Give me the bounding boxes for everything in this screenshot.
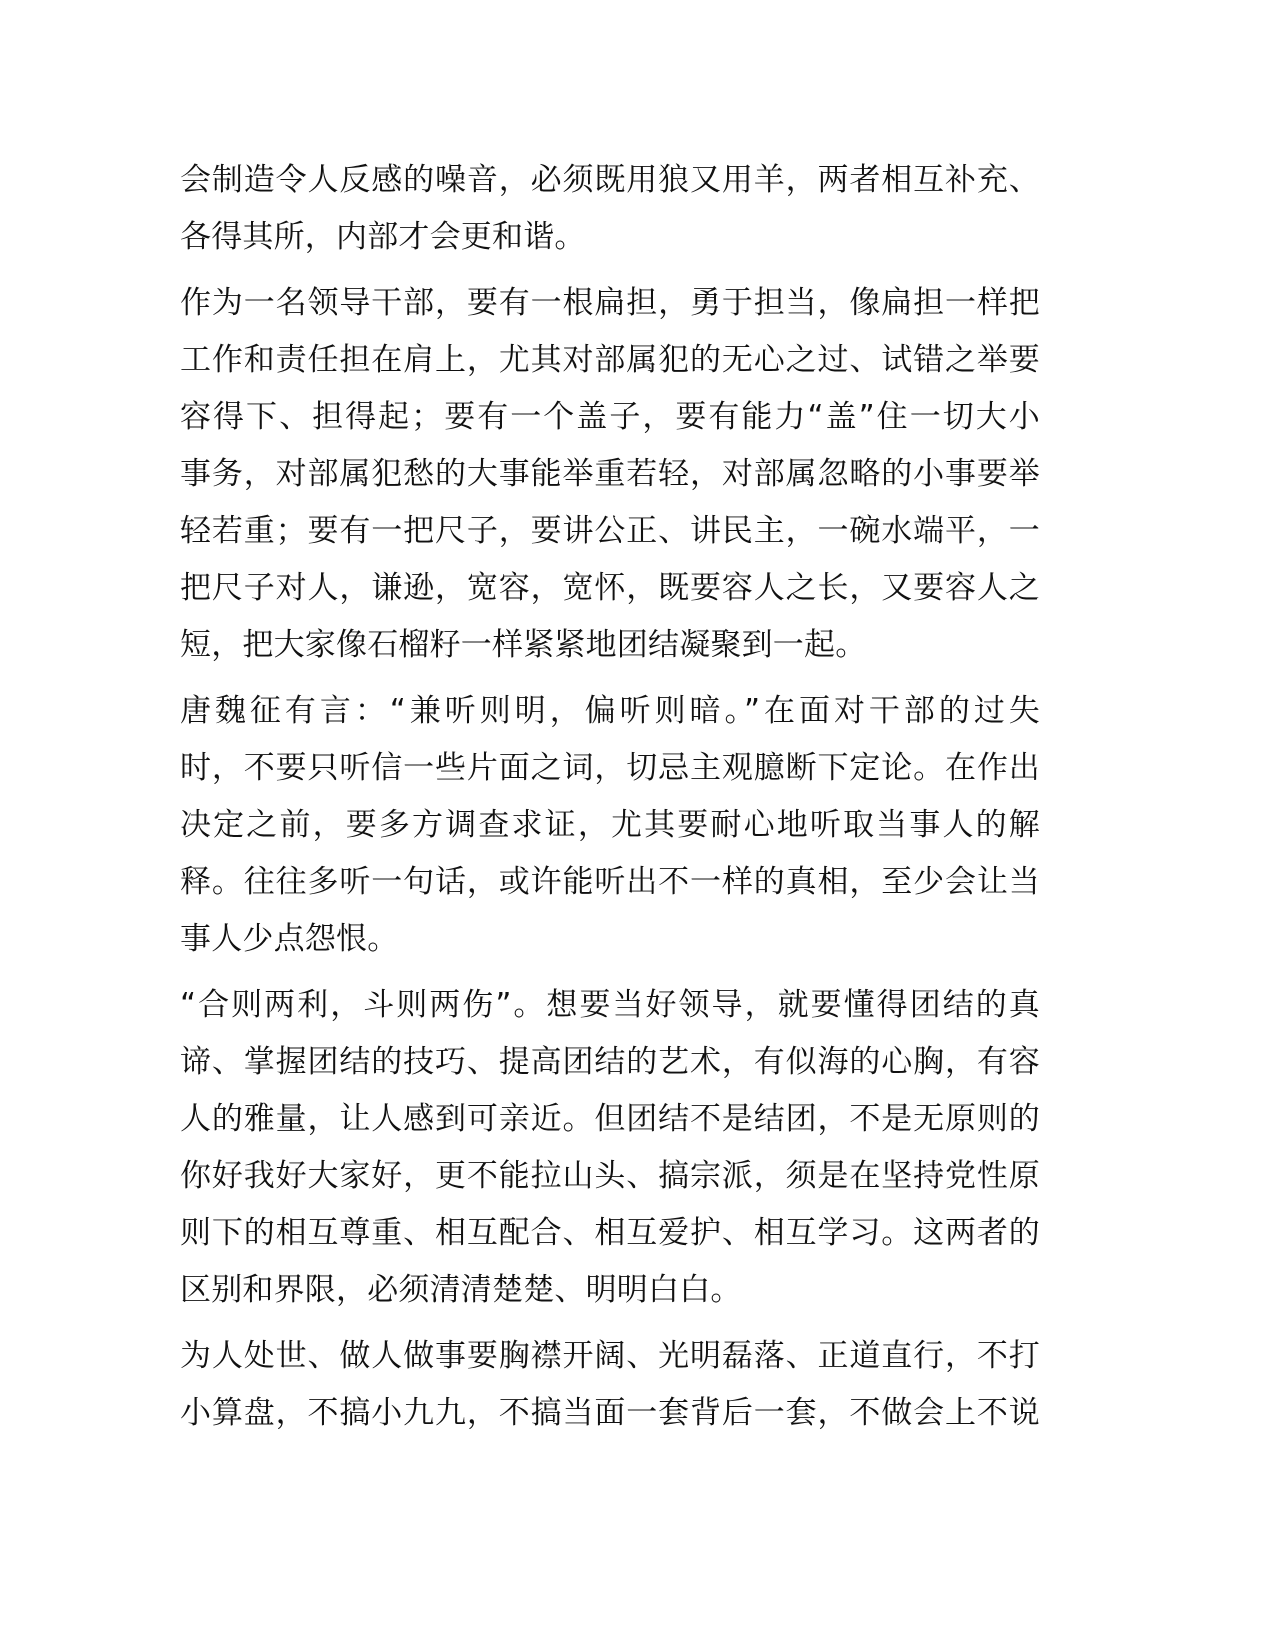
text-line: 各得其所，内部才会更和谐。	[180, 219, 586, 255]
text-line: “合则两利，斗则两伤”。想要当好领导，就要懂得团结的真	[180, 987, 1040, 1023]
body-text	[180, 152, 1040, 1451]
text-line: 区别和界限，必须清清楚楚、明明白白。	[180, 1272, 742, 1308]
text-line: 把尺子对人，谦逊，宽容，宽怀，既要容人之长，又要容人之	[180, 570, 1040, 606]
text-line: 则下的相互尊重、相互配合、相互爱护、相互学习。这两者的	[180, 1215, 1040, 1251]
text-line: 人的雅量，让人感到可亲近。但团结不是结团，不是无原则的	[180, 1101, 1040, 1137]
text-line: 容得下、担得起；要有一个盖子，要有能力“盖”住一切大小	[180, 399, 1040, 435]
text-line: 短，把大家像石榴籽一样紧紧地团结凝聚到一起。	[180, 627, 867, 663]
paragraph-5	[180, 1328, 1040, 1442]
paragraph-3	[180, 683, 1040, 968]
text-line: 工作和责任担在肩上，尤其对部属犯的无心之过、试错之举要	[180, 342, 1040, 378]
text-line: 小算盘，不搞小九九，不搞当面一套背后一套，不做会上不说	[180, 1395, 1040, 1431]
text-line: 会制造令人反感的噪音，必须既用狼又用羊，两者相互补充、	[180, 162, 1040, 198]
paragraph-1	[180, 152, 1040, 266]
text-line: 决定之前，要多方调查求证，尤其要耐心地听取当事人的解	[180, 807, 1040, 843]
text-line: 事人少点怨恨。	[180, 921, 399, 957]
text-line: 轻若重；要有一把尺子，要讲公正、讲民主，一碗水端平，一	[180, 513, 1040, 549]
text-line: 作为一名领导干部，要有一根扁担，勇于担当，像扁担一样把	[180, 285, 1040, 321]
text-line: 释。往往多听一句话，或许能听出不一样的真相，至少会让当	[180, 864, 1040, 900]
text-line: 时，不要只听信一些片面之词，切忌主观臆断下定论。在作出	[180, 750, 1040, 786]
paragraph-2	[180, 275, 1040, 674]
paragraph-4	[180, 977, 1040, 1319]
text-line: 为人处世、做人做事要胸襟开阔、光明磊落、正道直行，不打	[180, 1338, 1040, 1374]
text-line: 谛、掌握团结的技巧、提高团结的艺术，有似海的心胸，有容	[180, 1044, 1040, 1080]
text-line: 事务，对部属犯愁的大事能举重若轻，对部属忽略的小事要举	[180, 456, 1040, 492]
text-line: 你好我好大家好，更不能拉山头、搞宗派，须是在坚持党性原	[180, 1158, 1040, 1194]
text-line: 唐魏征有言：“兼听则明，偏听则暗。”在面对干部的过失	[180, 693, 1040, 729]
